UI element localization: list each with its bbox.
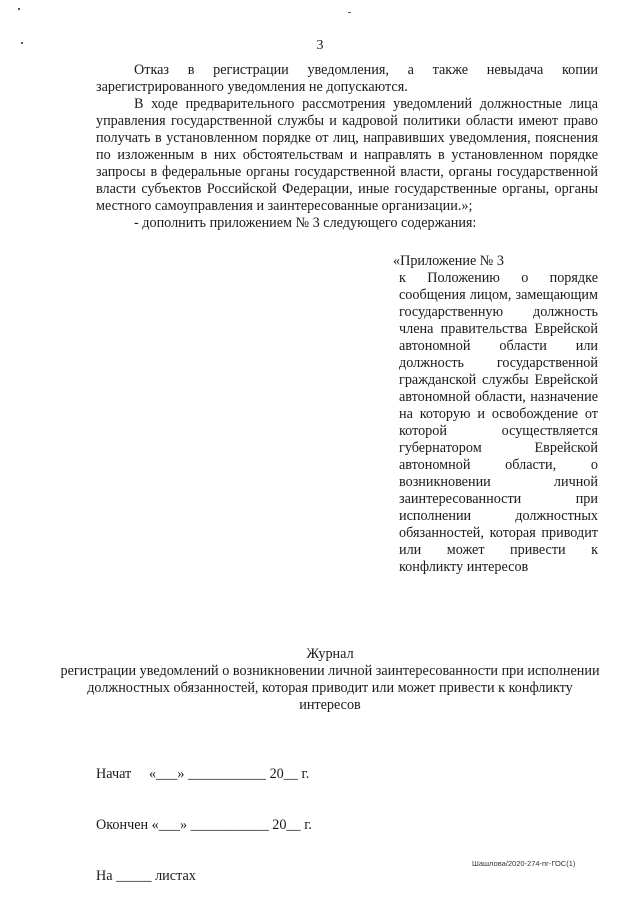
annex-block bbox=[393, 253, 598, 576]
scan-speck bbox=[18, 8, 20, 10]
annex-title: «Приложение № 3 bbox=[393, 253, 504, 269]
field-started: Начат «___» ___________ 20__ г. bbox=[96, 766, 310, 782]
paragraph: В ходе предварительного рассмотрения уведомлений должностные лица управления государственной службы и кадровой политики области имеют право получать в установленном порядке от лиц, направивших уведомления, пояснения по изложенным в них обстоятельствам и направлять в установленном порядке запросы в федеральные органы государственной власти, органы государственной власти субъектов Российской Федерации, иные государственные органы, органы местного самоуправления и заинтересованные организации.»; bbox=[96, 96, 598, 214]
page-number: 3 bbox=[316, 38, 324, 53]
journal-heading bbox=[60, 646, 600, 714]
field-ended: Окончен «___» ___________ 20__ г. bbox=[96, 817, 312, 833]
scan-speck bbox=[348, 12, 351, 13]
body-text bbox=[96, 62, 598, 232]
annex-text: к Положению о порядке сообщения лицом, замещающим государственную должность члена правительства Еврейской автономной области или должность государственной гражданской службы Еврейской автономной области, назначение на которую и освобождение от которой осуществляется губернатором Еврейской автономной области, о возникновении личной заинтересованности при исполнении должностных обязанностей, которая приводит или может привести к конфликту интересов bbox=[399, 270, 598, 575]
footer-reference: Шашлова/2020-274-пг-ГОС(1) bbox=[472, 859, 576, 868]
journal-subtitle: регистрации уведомлений о возникновении личной заинтересованности при исполнении должностных обязанностей, которая приводит или может привести к конфликту интересов bbox=[60, 663, 600, 713]
journal-fields bbox=[96, 732, 312, 902]
journal-title: Журнал bbox=[306, 646, 354, 662]
paragraph: Отказ в регистрации уведомления, а также невыдача копии зарегистрированного уведомления не допускаются. bbox=[96, 62, 598, 95]
field-sheets: На _____ листах bbox=[96, 868, 196, 884]
paragraph: - дополнить приложением № 3 следующего содержания: bbox=[134, 215, 477, 231]
